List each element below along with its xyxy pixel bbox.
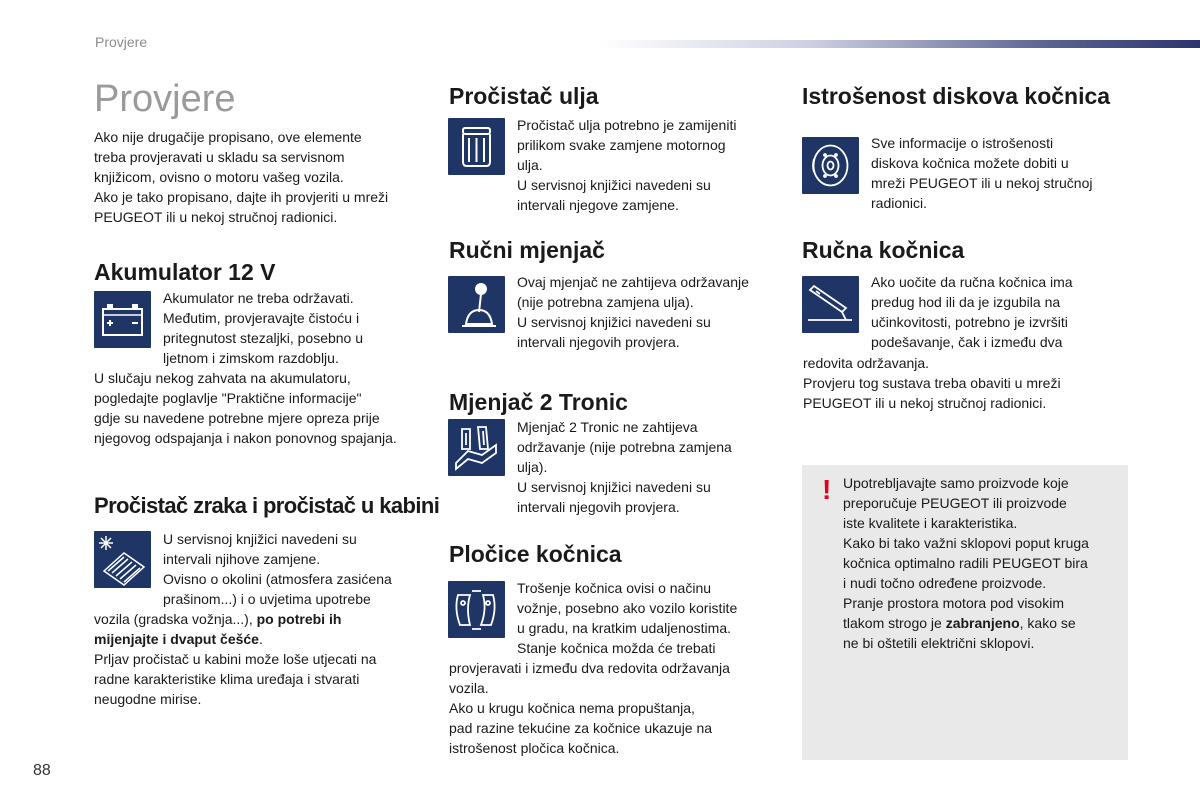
battery-line: pogledajte poglavlje "Praktične informacije"	[94, 390, 362, 406]
manual-gearbox-line: (nije potrebna zamjena ulja).	[517, 294, 694, 310]
manual-gearbox-line: U servisnoj knjižici navedeni su	[517, 314, 711, 330]
battery-line: njegovog odspajanja i nakon ponovnog spajanja.	[94, 430, 397, 446]
tronic-line: održavanje (nije potrebna zamjena	[517, 439, 732, 455]
warning-last-pre: tlakom strogo je	[843, 615, 946, 631]
header-gradient-bar	[600, 40, 1200, 48]
oil-filter-heading: Pročistač ulja	[449, 83, 599, 109]
warning-line: kočnica optimalno radili PEUGEOT bira	[843, 555, 1088, 571]
page-title: Provjere	[94, 78, 236, 120]
battery-line: Međutim, provjeravajte čistoću i	[163, 310, 360, 326]
air-filter-line: prašinom...) i o uvjetima upotrebe	[163, 591, 371, 607]
manual-gearbox-line: Ovaj mjenjač ne zahtijeva održavanje	[517, 274, 749, 290]
handbrake-side-text	[871, 272, 1136, 352]
air-filter-line-pre: vozila (gradska vožnja...),	[94, 611, 257, 627]
battery-heading: Akumulator 12 V	[94, 259, 276, 285]
intro-line: knjižicom, ovisno o motoru vašeg vozila.	[94, 169, 344, 185]
brake-pads-line: pad razine tekućine za kočnice ukazuje na	[449, 720, 713, 736]
handbrake-line: Ako uočite da ručna kočnica ima	[871, 274, 1073, 290]
tronic-line: Mjenjač 2 Tronic ne zahtijeva	[517, 419, 698, 435]
battery-line: U slučaju nekog zahvata na akumulatoru,	[94, 370, 351, 386]
intro-line: treba provjeravati u skladu sa servisnom	[94, 149, 345, 165]
brake-pads-line: vožnje, posebno ako vozilo koristite	[517, 600, 738, 616]
manual-gearbox-heading: Ručni mjenjač	[449, 237, 605, 263]
intro-line: Ako je tako propisano, dajte ih provjeriti u mreži	[94, 189, 389, 205]
brake-pads-line: provjeravati i između dva redovita održavanja	[449, 660, 730, 676]
oil-filter-line: Pročistač ulja potrebno je zamijeniti	[517, 117, 737, 133]
warning-last-post: , kako se	[1019, 615, 1076, 631]
tronic-line: ulja).	[517, 459, 548, 475]
intro-text	[94, 127, 424, 227]
warning-line: iste kvalitete i karakteristika.	[843, 515, 1018, 531]
tronic-line: U servisnoj knjižici navedeni su	[517, 479, 711, 495]
air-filter-line: radne karakteristike klima uređaja i stvarati	[94, 671, 360, 687]
brake-pads-line: vozila.	[449, 680, 489, 696]
oil-filter-icon	[448, 118, 505, 175]
gear-lever-icon	[448, 276, 505, 333]
air-filter-bold-2: mijenjajte i dvaput češće	[94, 631, 259, 647]
warning-line: Pranje prostora motora pod visokim	[843, 595, 1064, 611]
brake-discs-text	[871, 133, 1136, 213]
warning-line	[843, 613, 1123, 633]
handbrake-line: podešavanje, čak i između dva	[871, 334, 1063, 350]
air-filter-icon	[94, 531, 151, 588]
warning-line: preporučuje PEUGEOT ili proizvode	[843, 495, 1067, 511]
brake-pads-line: u gradu, na kratkim udaljenostima.	[517, 620, 731, 636]
handbrake-text	[803, 353, 1138, 413]
air-filter-line	[94, 629, 429, 649]
handbrake-heading: Ručna kočnica	[802, 237, 965, 263]
handbrake-line: Provjeru tog sustava treba obaviti u mreži	[803, 375, 1061, 391]
air-filter-text	[94, 609, 429, 709]
oil-filter-line: ulja.	[517, 157, 543, 173]
brake-pads-side-text	[517, 578, 792, 658]
battery-line: ljetnom i zimskom razdoblju.	[163, 350, 339, 366]
tronic-text	[517, 417, 787, 517]
warning-line: Upotrebljavajte samo proizvode koje	[843, 475, 1069, 491]
air-filter-bold-1: po potrebi ih	[256, 611, 342, 627]
brake-discs-line: radionici.	[871, 195, 928, 211]
oil-filter-line: U servisnoj knjižici navedeni su	[517, 177, 711, 193]
page-number: 88	[33, 762, 51, 779]
section-header-label: Provjere	[95, 34, 148, 50]
manual-gearbox-line: intervali njegovih provjera.	[517, 334, 680, 350]
brake-discs-line: Sve informacije o istrošenosti	[871, 135, 1054, 151]
warning-text	[843, 473, 1123, 653]
air-filter-line: Prljav pročistač u kabini može loše utjecati na	[94, 651, 377, 667]
air-filter-side-text	[163, 529, 425, 609]
brake-pads-text	[449, 658, 784, 758]
handbrake-line: redovita održavanja.	[803, 355, 930, 371]
air-filter-line	[94, 609, 429, 629]
air-filter-line: intervali njihove zamjene.	[163, 551, 321, 567]
brake-discs-line: diskova kočnica možete dobiti u	[871, 155, 1069, 171]
air-filter-heading: Pročistač zraka i pročistač u kabini	[94, 493, 440, 518]
battery-side-text	[163, 288, 425, 368]
handbrake-line: predug hod ili da je izgubila na	[871, 294, 1061, 310]
brake-pads-line: Ako u krugu kočnica nema propuštanja,	[449, 700, 695, 716]
warning-line: i nudi točno određene proizvode.	[843, 575, 1047, 591]
tronic-line: intervali njegovih provjera.	[517, 499, 680, 515]
warning-exclamation-icon: !	[822, 474, 832, 505]
battery-icon	[94, 291, 151, 348]
battery-line: Akumulator ne treba održavati.	[163, 290, 354, 306]
oil-filter-text	[517, 115, 787, 215]
brake-pads-heading: Pločice kočnica	[449, 541, 622, 567]
brake-pads-line: istrošenost pločica kočnica.	[449, 740, 620, 756]
battery-line: pritegnutost stezaljki, posebno u	[163, 330, 364, 346]
brake-discs-heading: Istrošenost diskova kočnica	[802, 83, 1111, 109]
tronic-heading: Mjenjač 2 Tronic	[449, 389, 628, 415]
warning-forbidden-bold: zabranjeno	[945, 615, 1020, 631]
air-filter-line: neugodne mirise.	[94, 691, 202, 707]
handbrake-line: PEUGEOT ili u nekoj stručnoj radionici.	[803, 395, 1047, 411]
brake-pads-icon	[448, 581, 505, 638]
air-filter-line: U servisnoj knjižici navedeni su	[163, 531, 357, 547]
intro-line: Ako nije drugačije propisano, ove elemente	[94, 129, 362, 145]
warning-line: Kako bi tako važni sklopovi poput kruga	[843, 535, 1089, 551]
manual-gearbox-text	[517, 272, 792, 352]
tronic-gearbox-icon	[448, 419, 505, 476]
oil-filter-line: prilikom svake zamjene motornog	[517, 137, 726, 153]
battery-line: gdje su navedene potrebne mjere opreza prije	[94, 410, 380, 426]
battery-text	[94, 368, 429, 448]
air-filter-line: Ovisno o okolini (atmosfera zasićena	[163, 571, 392, 587]
warning-line: ne bi oštetili električni sklopovi.	[843, 635, 1035, 651]
handbrake-icon	[802, 276, 859, 333]
air-filter-bold-suffix: .	[258, 631, 263, 647]
brake-discs-line: mreži PEUGEOT ili u nekoj stručnoj	[871, 175, 1093, 191]
intro-line: PEUGEOT ili u nekoj stručnoj radionici.	[94, 209, 338, 225]
brake-disc-icon	[802, 137, 859, 194]
brake-pads-line: Trošenje kočnica ovisi o načinu	[517, 580, 712, 596]
oil-filter-line: intervali njegove zamjene.	[517, 197, 679, 213]
brake-pads-line: Stanje kočnica možda će trebati	[517, 640, 716, 656]
handbrake-line: učinkovitosti, potrebno je izvršiti	[871, 314, 1068, 330]
